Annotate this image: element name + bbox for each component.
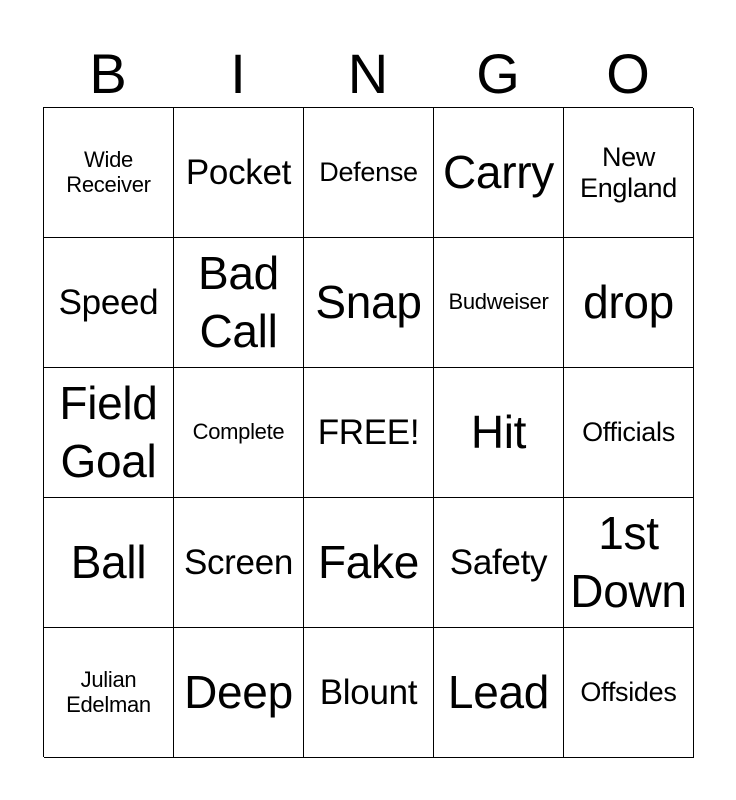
bingo-cell-r2-c3[interactable] — [304, 238, 434, 368]
header-letter-i: I — [230, 42, 246, 105]
cell-label: Officials — [582, 417, 675, 448]
cell-label: Safety — [449, 542, 548, 582]
cell-label: Ball — [70, 535, 147, 588]
bingo-cell-r1-c3[interactable] — [304, 108, 434, 238]
bingo-cell-r1-c4[interactable] — [434, 108, 564, 238]
cell-label: Speed — [58, 282, 159, 322]
bingo-header — [43, 40, 693, 108]
bingo-cell-r3-c4[interactable] — [434, 368, 564, 498]
header-letter-n: N — [347, 42, 389, 105]
bingo-cell-r4-c4[interactable] — [434, 498, 564, 628]
cell-label: Fake — [317, 535, 420, 588]
cell-label: Complete — [192, 419, 285, 445]
cell-label: Bad Call — [198, 247, 279, 357]
bingo-cell-r3-c2[interactable] — [174, 368, 304, 498]
cell-label: FREE! — [317, 412, 420, 452]
bingo-cell-r2-c5[interactable] — [564, 238, 694, 368]
bingo-cell-r2-c1[interactable] — [44, 238, 174, 368]
cell-label: Julian Edelman — [66, 666, 151, 717]
cell-label: Budweiser — [448, 289, 549, 315]
cell-label: Carry — [443, 145, 554, 198]
cell-label: Offsides — [580, 677, 677, 708]
bingo-cell-r5-c5[interactable] — [564, 628, 694, 758]
bingo-cell-r2-c4[interactable] — [434, 238, 564, 368]
bingo-cell-r1-c2[interactable] — [174, 108, 304, 238]
bingo-cell-r5-c2[interactable] — [174, 628, 304, 758]
bingo-cell-r4-c1[interactable] — [44, 498, 174, 628]
cell-label: New England — [580, 142, 677, 203]
cell-label: Screen — [183, 542, 294, 582]
bingo-cell-r5-c3[interactable] — [304, 628, 434, 758]
header-letter-o: O — [606, 42, 650, 105]
cell-label: Pocket — [185, 152, 292, 192]
cell-label: Lead — [447, 665, 550, 718]
bingo-cell-r1-c5[interactable] — [564, 108, 694, 238]
header-letter-b: B — [89, 42, 127, 105]
bingo-cell-r4-c3[interactable] — [304, 498, 434, 628]
bingo-cell-r3-c1[interactable] — [44, 368, 174, 498]
bingo-cell-r2-c2[interactable] — [174, 238, 304, 368]
cell-label: 1st Down — [570, 507, 687, 617]
bingo-cell-r5-c4[interactable] — [434, 628, 564, 758]
cell-label: drop — [583, 275, 674, 328]
header-letter-g: G — [476, 42, 520, 105]
bingo-grid — [43, 107, 693, 757]
bingo-cell-r5-c1[interactable] — [44, 628, 174, 758]
bingo-cell-r3-c5[interactable] — [564, 368, 694, 498]
bingo-cell-r4-c2[interactable] — [174, 498, 304, 628]
bingo-cell-r1-c1[interactable] — [44, 108, 174, 238]
bingo-cell-free[interactable] — [304, 368, 434, 498]
cell-label: Hit — [470, 405, 527, 458]
cell-label: Snap — [315, 275, 422, 328]
cell-label: Defense — [319, 157, 418, 188]
cell-label: Field Goal — [59, 377, 158, 487]
cell-label: Blount — [319, 672, 418, 712]
cell-label: Wide Receiver — [66, 146, 151, 197]
cell-label: Deep — [184, 665, 293, 718]
bingo-cell-r4-c5[interactable] — [564, 498, 694, 628]
